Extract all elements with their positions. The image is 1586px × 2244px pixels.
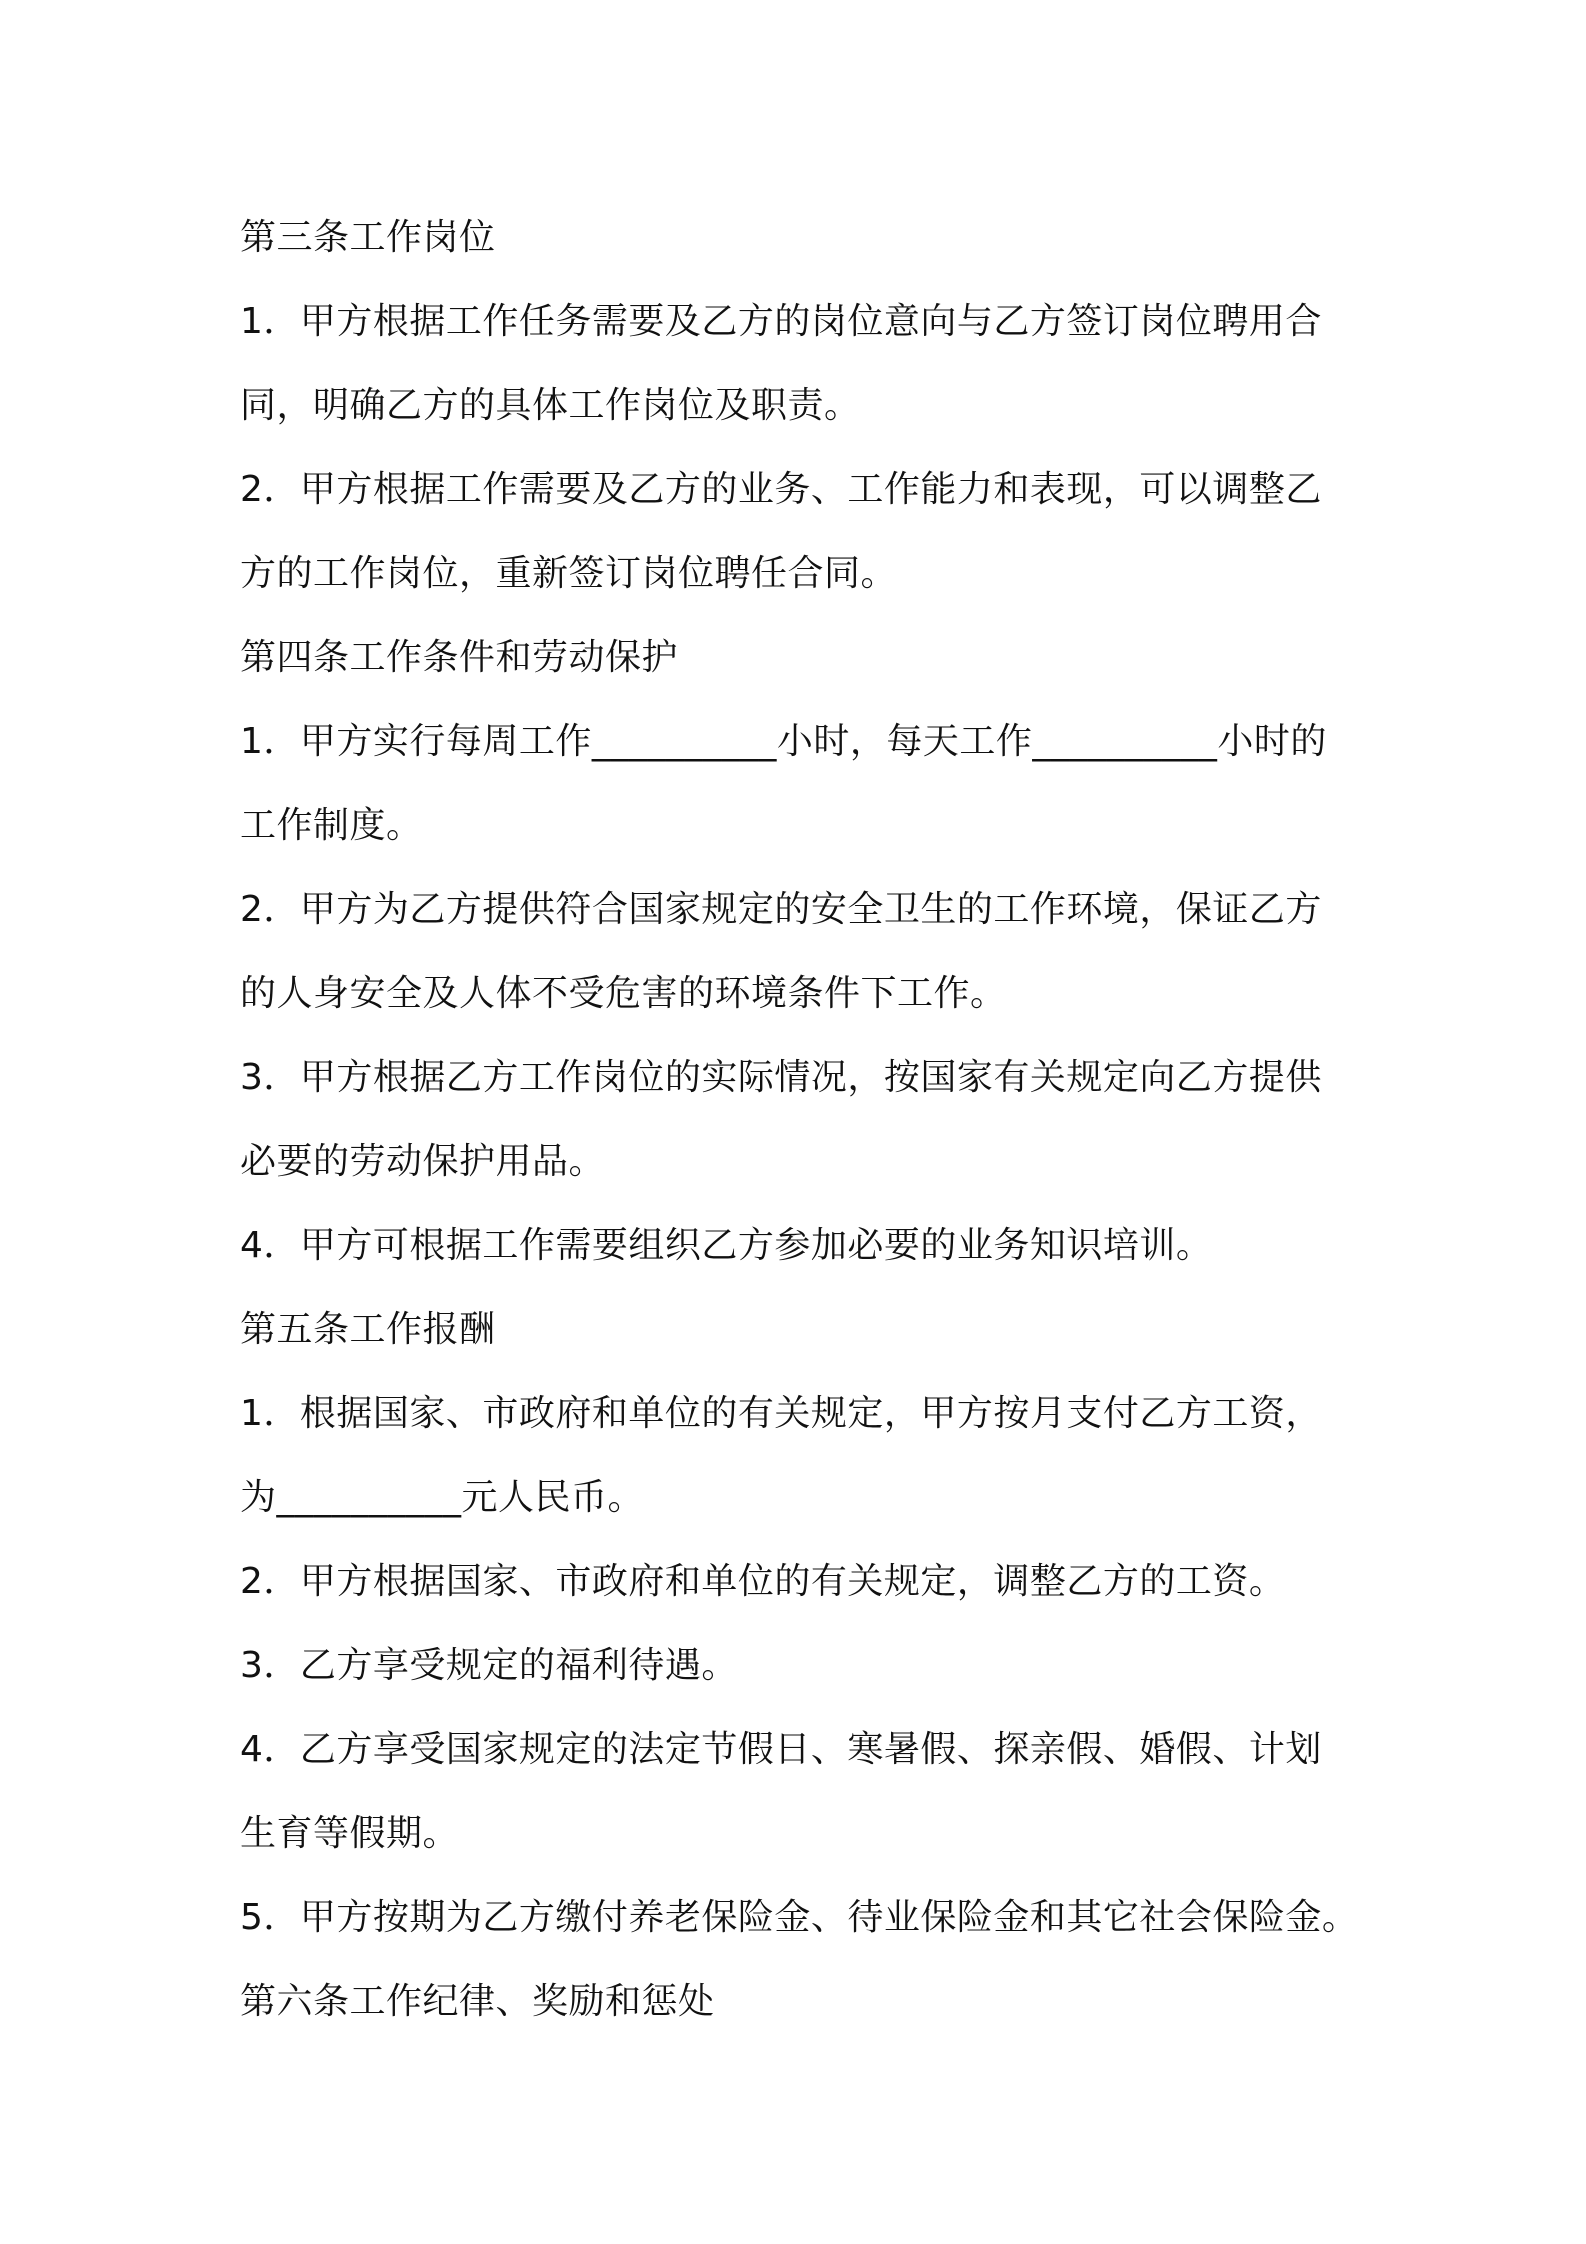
paragraph-line: 为__________元人民币。 [240, 1477, 645, 1518]
paragraph-line: 生育等假期。 [240, 1813, 460, 1854]
paragraph-line: 1．甲方实行每周工作__________小时，每天工作__________小时的 [240, 721, 1327, 762]
paragraph-line: 1．根据国家、市政府和单位的有关规定，甲方按月支付乙方工资， [240, 1393, 1322, 1434]
paragraph-line: 2．甲方为乙方提供符合国家规定的安全卫生的工作环境，保证乙方 [240, 889, 1322, 930]
paragraph-line: 的人身安全及人体不受危害的环境条件下工作。 [240, 973, 1007, 1014]
section-heading-article-3: 第三条工作岗位 [240, 217, 496, 258]
paragraph-line: 2．甲方根据工作需要及乙方的业务、工作能力和表现，可以调整乙 [240, 469, 1322, 510]
section-heading-article-6: 第六条工作纪律、奖励和惩处 [240, 1981, 715, 2022]
section-heading-article-4: 第四条工作条件和劳动保护 [240, 637, 679, 678]
paragraph-line: 1．甲方根据工作任务需要及乙方的岗位意向与乙方签订岗位聘用合 [240, 301, 1322, 342]
paragraph-line: 方的工作岗位，重新签订岗位聘任合同。 [240, 553, 898, 594]
paragraph-line: 必要的劳动保护用品。 [240, 1141, 606, 1182]
paragraph-line: 2．甲方根据国家、市政府和单位的有关规定，调整乙方的工资。 [240, 1561, 1286, 1602]
paragraph-line: 3．乙方享受规定的福利待遇。 [240, 1645, 738, 1686]
document-body [240, 196, 1370, 2044]
section-heading-article-5: 第五条工作报酬 [240, 1309, 496, 1350]
paragraph-line: 3．甲方根据乙方工作岗位的实际情况，按国家有关规定向乙方提供 [240, 1057, 1322, 1098]
paragraph-line: 工作制度。 [240, 805, 423, 846]
paragraph-line: 5．甲方按期为乙方缴付养老保险金、待业保险金和其它社会保险金。 [240, 1897, 1359, 1938]
paragraph-line: 同，明确乙方的具体工作岗位及职责。 [240, 385, 861, 426]
paragraph-line: 4．乙方享受国家规定的法定节假日、寒暑假、探亲假、婚假、计划 [240, 1729, 1322, 1770]
paragraph-line: 4．甲方可根据工作需要组织乙方参加必要的业务知识培训。 [240, 1225, 1213, 1266]
